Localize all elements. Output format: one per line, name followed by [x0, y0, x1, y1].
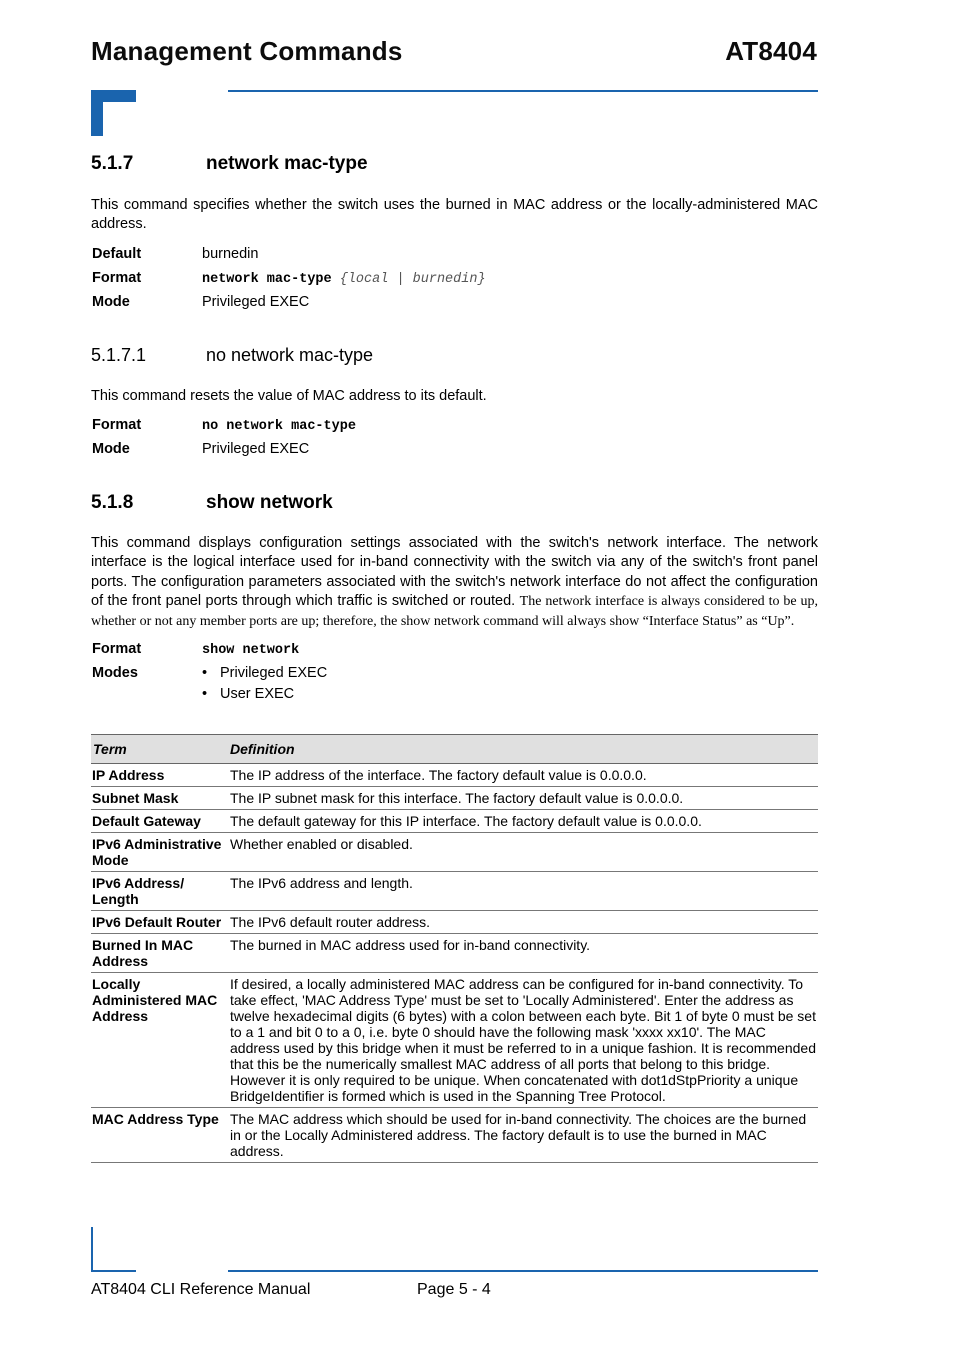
format-command-name: network mac-type [202, 272, 332, 287]
term-cell: MAC Address Type [91, 1108, 226, 1163]
format-command-args: {local | burnedin} [339, 272, 486, 287]
definition-column-header: Definition [226, 735, 818, 764]
section-heading-no-mac-type [91, 345, 691, 369]
term-cell: IPv6 Address/ Length [91, 872, 226, 911]
mac-type-description: This command specifies whether the switch uses the burned in MAC address or the locally-administered MAC address. [91, 197, 818, 233]
definition-cell: The IP subnet mask for this interface. The factory default value is 0.0.0.0. [226, 787, 818, 810]
definition-cell: If desired, a locally administered MAC address can be configured for in-band connectivity. To take effect, 'MAC Address Type' must be set to 'Locally Administered'. Enter the address as twelve hexadecimal digits (6 bytes) with a colon between each byte. Bit 1 of byte 0 must be set to a 1 and bit 0 to a 0, i.e. byte 0 should have the following mask 'xxxx xx10'. The MAC address used by this bridge when it must be referred to in a unique fashion. It is recommended that this be the numerically smallest MAC address of all ports that belong to this bridge. However it is only required to be unique. When concatenated with dot1dStpPriority a unique BridgeIdentifier is formed which is used in the Spanning Tree Protocol. [226, 973, 818, 1108]
definition-cell: The default gateway for this IP interface. The factory default value is 0.0.0.0. [226, 810, 818, 833]
mode-bullet: • Privileged EXEC [202, 665, 328, 681]
table-header-row [91, 735, 818, 764]
footer-rule [228, 1270, 818, 1272]
definition-cell: The IPv6 address and length. [226, 872, 818, 911]
table-row [91, 833, 818, 872]
section-title: network mac-type [206, 153, 368, 174]
section-number: 5.1.7 [91, 153, 134, 174]
section-heading-show-network [91, 492, 691, 516]
show-network-description-note: The network interface is always considered to be up, whether or not any member ports are up; therefore, the show network command will always show “Interface Status” as “Up”. [91, 594, 819, 629]
format-command [202, 643, 299, 658]
modes-label: Modes [92, 665, 138, 681]
default-value: burnedin [202, 246, 259, 262]
footer-corner-mark [91, 1227, 93, 1272]
table-row [91, 872, 818, 911]
format-label: Format [92, 641, 142, 657]
definition-cell: The IPv6 default router address. [226, 911, 818, 934]
definition-cell: Whether enabled or disabled. [226, 833, 818, 872]
format-command [202, 419, 356, 434]
table-row [91, 911, 818, 934]
table-row [91, 973, 818, 1108]
format-command-name: no network mac-type [202, 419, 356, 434]
section-number: 5.1.8 [91, 492, 134, 513]
header-rule [228, 90, 818, 92]
footer-manual-title: AT8404 CLI Reference Manual [91, 1281, 311, 1298]
term-cell: IPv6 Default Router [91, 911, 226, 934]
format-label: Format [92, 270, 142, 286]
mode-label: Mode [92, 294, 130, 310]
section-title: show network [206, 492, 333, 513]
default-label: Default [92, 246, 142, 262]
term-cell: IPv6 Administrative Mode [91, 833, 226, 872]
term-cell: Locally Administered MAC Address [91, 973, 226, 1108]
term-cell: Default Gateway [91, 810, 226, 833]
section-heading-mac-type [91, 153, 691, 177]
term-column-header: Term [91, 735, 226, 764]
header-corner-mark-horizontal [91, 90, 136, 102]
mode-bullet: • User EXEC [202, 686, 295, 702]
term-cell: Burned In MAC Address [91, 934, 226, 973]
header-product: AT8404 [725, 36, 817, 66]
section-number: 5.1.7.1 [91, 345, 147, 365]
show-network-description-main: This command displays configuration settings associated with the switch's network interface. The network interface is the logical interface used for in-band connectivity with the switch via any of the switch's front panel ports. The configuration parameters associated with the switch's network interface do not affect the configuration of the front panel ports through which traffic is switched or routed. [91, 535, 818, 610]
header-title: Management Commands [91, 36, 403, 66]
definition-cell: The MAC address which should be used for in-band connectivity. The choices are the burned in or the Locally Administered address. The factory default is to use the burned in MAC address. [226, 1108, 818, 1163]
definition-cell: The burned in MAC address used for in-band connectivity. [226, 934, 818, 973]
footer-page-number: Page 5 - 4 [417, 1281, 491, 1298]
definitions-table [91, 734, 818, 1163]
mode-label: Mode [92, 441, 130, 457]
definition-cell: The IP address of the interface. The factory default value is 0.0.0.0. [226, 764, 818, 787]
section-title: no network mac-type [206, 345, 374, 365]
format-command-name: show network [202, 643, 300, 658]
table-row [91, 810, 818, 833]
table-row [91, 787, 818, 810]
mode-item: Privileged EXEC [220, 665, 328, 681]
term-cell: Subnet Mask [91, 787, 226, 810]
footer-corner-mark-horizontal [91, 1270, 136, 1272]
table-row [91, 764, 818, 787]
show-network-description [91, 534, 818, 631]
no-mac-type-description: This command resets the value of MAC address to its default. [91, 388, 487, 404]
table-row [91, 934, 818, 973]
table-row [91, 1108, 818, 1163]
mode-item: User EXEC [220, 686, 295, 702]
format-label: Format [92, 417, 142, 433]
term-cell: IP Address [91, 764, 226, 787]
mode-value: Privileged EXEC [202, 441, 310, 457]
format-command [202, 272, 486, 287]
mode-value: Privileged EXEC [202, 294, 310, 310]
